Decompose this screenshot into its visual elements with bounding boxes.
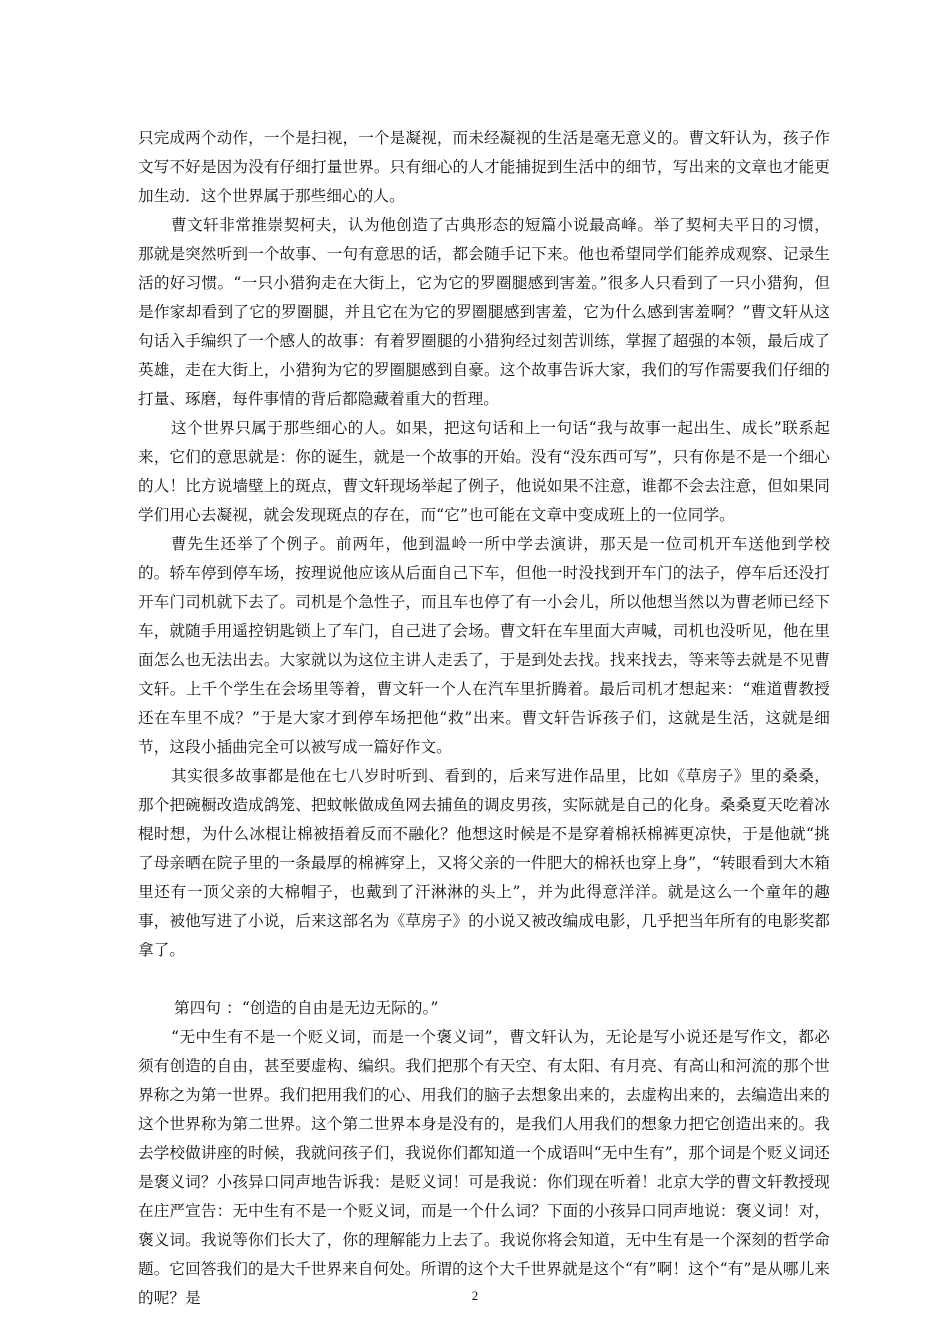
paragraph-car-story: 曹先生还举了个例子。前两年，他到温岭一所中学去演讲，那天是一位司机开车送他到学校的。轿车停到停车场，按理说他应该从后面自己下车，但他一时没找到开车门的法子，停车后还没打开车门司机就下去了。司机是个急性子，而且车也停了有一小会儿，所以他想当然以为曹老师已经下车，就随手用遥控钥匙锁上了车门，自己进了会场。曹文轩在车里面大声喊，司机也没听见，他在里面怎么也无法出去。大家就以为这位主讲人走丢了，于是到处去找。找来找去，等来等去就是不见曹文轩。上千个学生在会场里等着，曹文轩一个人在汽车里折腾着。最后司机才想起来：“难道曹教授还在车里不成？”于是大家才到停车场把他“救”出来。曹文轩告诉孩子们，这就是生活，这就是细节，这段小插曲完全可以被写成一篇好作文。 bbox=[138, 535, 830, 756]
paragraph-creative-freedom: “无中生有不是一个贬义词，而是一个褒义词”，曹文轩认为，无论是写小说还是写作文，都必须有创造的自由，甚至要虚构、编织。我们把那个有天空、有太阳、有月亮、有高山和河流的那个世界称之为第一世界。我们把用我们的心、用我们的脑子去想象出来的，去虚构出来的，去编造出来的这个世界称为第二世界。这个第二世界本身是没有的，是我们人用我们的想象力把它创造出来的。我去学校做讲座的时候，我就问孩子们，我说你们都知道一个成语叫“无中生有”，那个词是个贬义词还是褒义词？小孩异口同声地告诉我：是贬义词！可是我说：你们现在听着！北京大学的曹文轩教授现在庄严宣告：无中生有不是一个贬义词，而是一个什么词？下面的小孩异口同声地说：褒义词！对，褒义词。我说等你们长大了，你的理解能力上去了。我说你将会知道，无中生有是一个深刻的哲学命题。它回答我们的是大千世界来自何处。所谓的这个大千世界就是这个“有”啊！这个“有”是从哪儿来的呢？是 bbox=[138, 1028, 830, 1307]
document-body bbox=[138, 124, 830, 1313]
paragraph-grass-house: 其实很多故事都是他在七八岁时听到、看到的，后来写进作品里，比如《草房子》里的桑桑，那个把碗橱改造成鸽笼、把蚊帐做成鱼网去捕鱼的调皮男孩，实际就是自己的化身。桑桑夏天吃着冰棍时想，为什么冰棍让棉被捂着反而不融化？他想这时候是不是穿着棉袄棉裤更凉快，于是他就“挑了母亲晒在院子里的一条最厚的棉裤穿上，又将父亲的一件肥大的棉袄也穿上身”，“转眼看到大木箱里还有一顶父亲的大棉帽子，也戴到了汗淋淋的头上”，并为此得意洋洋。就是这么一个童年的趣事，被他写进了小说，后来这部名为《草房子》的小说又被改编成电影，几乎把当年所有的电影奖都拿了。 bbox=[138, 767, 830, 959]
paragraph-attentive-people: 这个世界只属于那些细心的人。如果，把这句话和上一句话“我与故事一起出生、成长”联系起来，它们的意思就是：你的诞生，就是一个故事的开始。没有“没东西可写”，只有你是不是一个细心的人！比方说墙壁上的斑点，曹文轩现场举起了例子，他说如果不注意，谁都不会去注意，但如果同学们用心去凝视，就会发现斑点的存在，而“它”也可能在文章中变成班上的一位同学。 bbox=[138, 419, 830, 524]
paragraph-chekhov: 曹文轩非常推崇契柯夫，认为他创造了古典形态的短篇小说最高峰。举了契柯夫平日的习惯，那就是突然听到一个故事、一句有意思的话，都会随手记下来。他也希望同学们能养成观察、记录生活的好习惯。“一只小猎狗走在大街上，它为它的罗圈腿感到害羞。”很多人只看到了一只小猎狗，但是作家却看到了它的罗圈腿，并且它在为它的罗圈腿感到害羞，它为什么感到害羞啊？”曹文轩从这句话入手编织了一个感人的故事：有着罗圈腿的小猎狗经过刻苦训练，掌握了超强的本领，最后成了英雄，走在大街上，小猎狗为它的罗圈腿感到自豪。这个故事告诉大家，我们的写作需要我们仔细的打量、琢磨，每件事情的背后都隐藏着重大的哲理。 bbox=[138, 216, 830, 408]
paragraph-continuation: 只完成两个动作，一个是扫视，一个是凝视，而未经凝视的生活是毫无意义的。曹文轩认为，孩子作文写不好是因为没有仔细打量世界。只有细心的人才能捕捉到生活中的细节，写出来的文章也才能更加生动．这个世界属于那些细心的人。 bbox=[138, 129, 830, 205]
paragraph-spacer bbox=[138, 965, 830, 994]
page-number: 2 bbox=[471, 1288, 479, 1303]
section-heading-fourth-sentence: 第四句 ：“创造的自由是无边无际的。” bbox=[174, 999, 439, 1017]
